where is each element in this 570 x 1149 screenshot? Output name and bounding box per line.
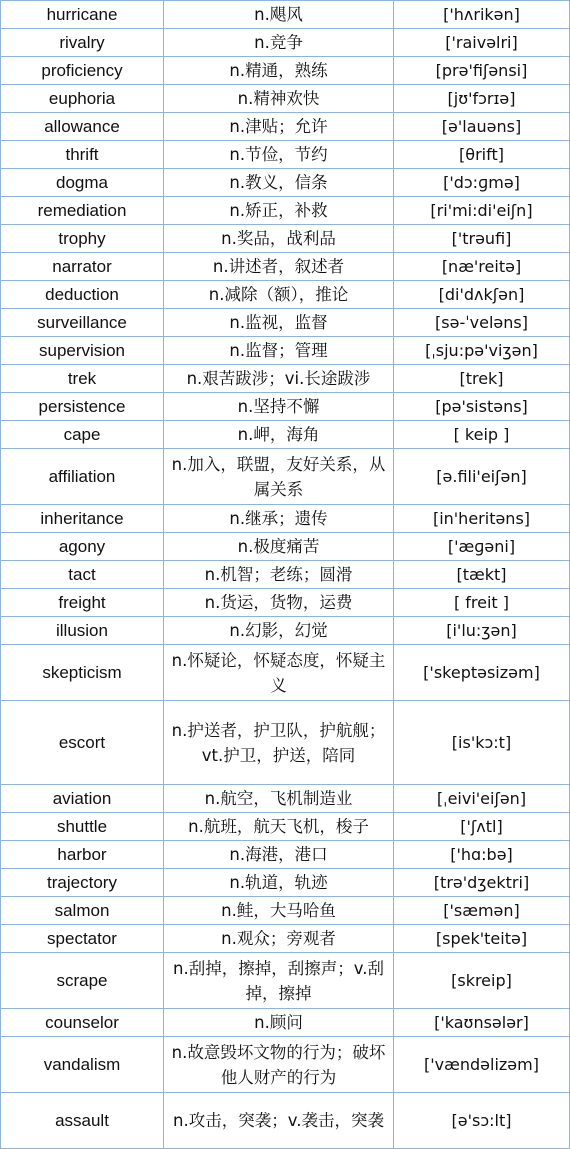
phonetic-cell: [prə'fiʃənsi] bbox=[394, 57, 570, 85]
table-row bbox=[1, 785, 570, 813]
meaning-cell: n.飓风 bbox=[164, 1, 394, 29]
phonetic-cell: [trek] bbox=[394, 365, 570, 393]
table-row bbox=[1, 1009, 570, 1037]
table-row bbox=[1, 813, 570, 841]
word-cell: deduction bbox=[1, 281, 164, 309]
table-row bbox=[1, 897, 570, 925]
meaning-cell: n.艰苦跋涉；vi.长途跋涉 bbox=[164, 365, 394, 393]
table-row bbox=[1, 589, 570, 617]
word-cell: freight bbox=[1, 589, 164, 617]
phonetic-cell: [di'dʌkʃən] bbox=[394, 281, 570, 309]
meaning-cell: n.加入，联盟，友好关系，从属关系 bbox=[164, 449, 394, 505]
phonetic-cell: ['raivəlri] bbox=[394, 29, 570, 57]
word-cell: rivalry bbox=[1, 29, 164, 57]
word-cell: tact bbox=[1, 561, 164, 589]
meaning-cell: n.教义，信条 bbox=[164, 169, 394, 197]
word-cell: persistence bbox=[1, 393, 164, 421]
meaning-cell: n.津贴；允许 bbox=[164, 113, 394, 141]
word-cell: agony bbox=[1, 533, 164, 561]
meaning-cell: n.监督；管理 bbox=[164, 337, 394, 365]
table-row bbox=[1, 113, 570, 141]
table-row bbox=[1, 337, 570, 365]
table-row bbox=[1, 281, 570, 309]
vocabulary-table-body bbox=[1, 1, 570, 1149]
meaning-cell: n.鲑，大马哈鱼 bbox=[164, 897, 394, 925]
table-row bbox=[1, 225, 570, 253]
table-row bbox=[1, 197, 570, 225]
word-cell: dogma bbox=[1, 169, 164, 197]
table-row bbox=[1, 617, 570, 645]
phonetic-cell: [in'heritəns] bbox=[394, 505, 570, 533]
word-cell: aviation bbox=[1, 785, 164, 813]
meaning-cell: n.机智；老练；圆滑 bbox=[164, 561, 394, 589]
phonetic-cell: ['dɔ:ɡmə] bbox=[394, 169, 570, 197]
table-row bbox=[1, 1093, 570, 1149]
meaning-cell: n.轨道，轨迹 bbox=[164, 869, 394, 897]
table-row bbox=[1, 169, 570, 197]
table-row bbox=[1, 253, 570, 281]
table-row bbox=[1, 57, 570, 85]
word-cell: skepticism bbox=[1, 645, 164, 701]
word-cell: surveillance bbox=[1, 309, 164, 337]
phonetic-cell: ['hʌrikən] bbox=[394, 1, 570, 29]
word-cell: illusion bbox=[1, 617, 164, 645]
table-row bbox=[1, 533, 570, 561]
meaning-cell: n.矫正，补救 bbox=[164, 197, 394, 225]
meaning-cell: n.精通，熟练 bbox=[164, 57, 394, 85]
table-row bbox=[1, 365, 570, 393]
word-cell: inheritance bbox=[1, 505, 164, 533]
phonetic-cell: [is'kɔ:t] bbox=[394, 701, 570, 785]
phonetic-cell: ['vændəlizəm] bbox=[394, 1037, 570, 1093]
phonetic-cell: ['sæmən] bbox=[394, 897, 570, 925]
table-row bbox=[1, 141, 570, 169]
table-row bbox=[1, 29, 570, 57]
table-row bbox=[1, 85, 570, 113]
phonetic-cell: [ə'sɔ:lt] bbox=[394, 1093, 570, 1149]
phonetic-cell: ['skeptəsizəm] bbox=[394, 645, 570, 701]
word-cell: euphoria bbox=[1, 85, 164, 113]
phonetic-cell: [ə'lauəns] bbox=[394, 113, 570, 141]
phonetic-cell: [trə'dʒektri] bbox=[394, 869, 570, 897]
phonetic-cell: [i'lu:ʒən] bbox=[394, 617, 570, 645]
phonetic-cell: [spek'teitə] bbox=[394, 925, 570, 953]
table-row bbox=[1, 1037, 570, 1093]
word-cell: supervision bbox=[1, 337, 164, 365]
meaning-cell: n.监视，监督 bbox=[164, 309, 394, 337]
phonetic-cell: [ri'mi:di'eiʃn] bbox=[394, 197, 570, 225]
phonetic-cell: ['trəufi] bbox=[394, 225, 570, 253]
meaning-cell: n.怀疑论，怀疑态度，怀疑主义 bbox=[164, 645, 394, 701]
phonetic-cell: [θrift] bbox=[394, 141, 570, 169]
table-row bbox=[1, 645, 570, 701]
word-cell: escort bbox=[1, 701, 164, 785]
meaning-cell: n.观众；旁观者 bbox=[164, 925, 394, 953]
phonetic-cell: ['kaʊnsələr] bbox=[394, 1009, 570, 1037]
meaning-cell: n.护送者，护卫队，护航舰；vt.护卫，护送，陪同 bbox=[164, 701, 394, 785]
meaning-cell: n.攻击，突袭；v.袭击，突袭 bbox=[164, 1093, 394, 1149]
meaning-cell: n.顾问 bbox=[164, 1009, 394, 1037]
table-row bbox=[1, 1, 570, 29]
meaning-cell: n.极度痛苦 bbox=[164, 533, 394, 561]
meaning-cell: n.节俭，节约 bbox=[164, 141, 394, 169]
meaning-cell: n.海港，港口 bbox=[164, 841, 394, 869]
meaning-cell: n.刮掉，擦掉，刮擦声；v.刮掉，擦掉 bbox=[164, 953, 394, 1009]
word-cell: scrape bbox=[1, 953, 164, 1009]
phonetic-cell: [tækt] bbox=[394, 561, 570, 589]
table-row bbox=[1, 449, 570, 505]
phonetic-cell: [ˌeivi'eiʃən] bbox=[394, 785, 570, 813]
word-cell: allowance bbox=[1, 113, 164, 141]
phonetic-cell: [skreip] bbox=[394, 953, 570, 1009]
meaning-cell: n.岬，海角 bbox=[164, 421, 394, 449]
meaning-cell: n.继承；遗传 bbox=[164, 505, 394, 533]
phonetic-cell: ['hɑ:bə] bbox=[394, 841, 570, 869]
table-row bbox=[1, 925, 570, 953]
table-row bbox=[1, 841, 570, 869]
word-cell: trophy bbox=[1, 225, 164, 253]
table-row bbox=[1, 701, 570, 785]
phonetic-cell: [sə-ˈveləns] bbox=[394, 309, 570, 337]
meaning-cell: n.航班，航天飞机，梭子 bbox=[164, 813, 394, 841]
meaning-cell: n.幻影，幻觉 bbox=[164, 617, 394, 645]
word-cell: cape bbox=[1, 421, 164, 449]
word-cell: proficiency bbox=[1, 57, 164, 85]
word-cell: trek bbox=[1, 365, 164, 393]
table-row bbox=[1, 561, 570, 589]
word-cell: harbor bbox=[1, 841, 164, 869]
phonetic-cell: [jʊ'fɔrɪə] bbox=[394, 85, 570, 113]
word-cell: hurricane bbox=[1, 1, 164, 29]
word-cell: spectator bbox=[1, 925, 164, 953]
meaning-cell: n.坚持不懈 bbox=[164, 393, 394, 421]
phonetic-cell: [ freit ] bbox=[394, 589, 570, 617]
table-row bbox=[1, 505, 570, 533]
phonetic-cell: [næ'reitə] bbox=[394, 253, 570, 281]
meaning-cell: n.减除（额），推论 bbox=[164, 281, 394, 309]
meaning-cell: n.故意毁坏文物的行为；破坏他人财产的行为 bbox=[164, 1037, 394, 1093]
meaning-cell: n.竞争 bbox=[164, 29, 394, 57]
word-cell: shuttle bbox=[1, 813, 164, 841]
phonetic-cell: [ keip ] bbox=[394, 421, 570, 449]
phonetic-cell: [ə.fili'eiʃən] bbox=[394, 449, 570, 505]
phonetic-cell: [ˌsju:pə'viʒən] bbox=[394, 337, 570, 365]
word-cell: assault bbox=[1, 1093, 164, 1149]
table-row bbox=[1, 869, 570, 897]
word-cell: narrator bbox=[1, 253, 164, 281]
meaning-cell: n.航空，飞机制造业 bbox=[164, 785, 394, 813]
word-cell: affiliation bbox=[1, 449, 164, 505]
word-cell: trajectory bbox=[1, 869, 164, 897]
phonetic-cell: ['ʃʌtl] bbox=[394, 813, 570, 841]
word-cell: thrift bbox=[1, 141, 164, 169]
meaning-cell: n.奖品，战利品 bbox=[164, 225, 394, 253]
phonetic-cell: ['æɡəni] bbox=[394, 533, 570, 561]
word-cell: vandalism bbox=[1, 1037, 164, 1093]
word-cell: remediation bbox=[1, 197, 164, 225]
table-row bbox=[1, 393, 570, 421]
meaning-cell: n.货运，货物，运费 bbox=[164, 589, 394, 617]
meaning-cell: n.讲述者，叙述者 bbox=[164, 253, 394, 281]
table-row bbox=[1, 309, 570, 337]
word-cell: counselor bbox=[1, 1009, 164, 1037]
table-row bbox=[1, 421, 570, 449]
meaning-cell: n.精神欢快 bbox=[164, 85, 394, 113]
table-row bbox=[1, 953, 570, 1009]
phonetic-cell: [pə'sistəns] bbox=[394, 393, 570, 421]
word-cell: salmon bbox=[1, 897, 164, 925]
